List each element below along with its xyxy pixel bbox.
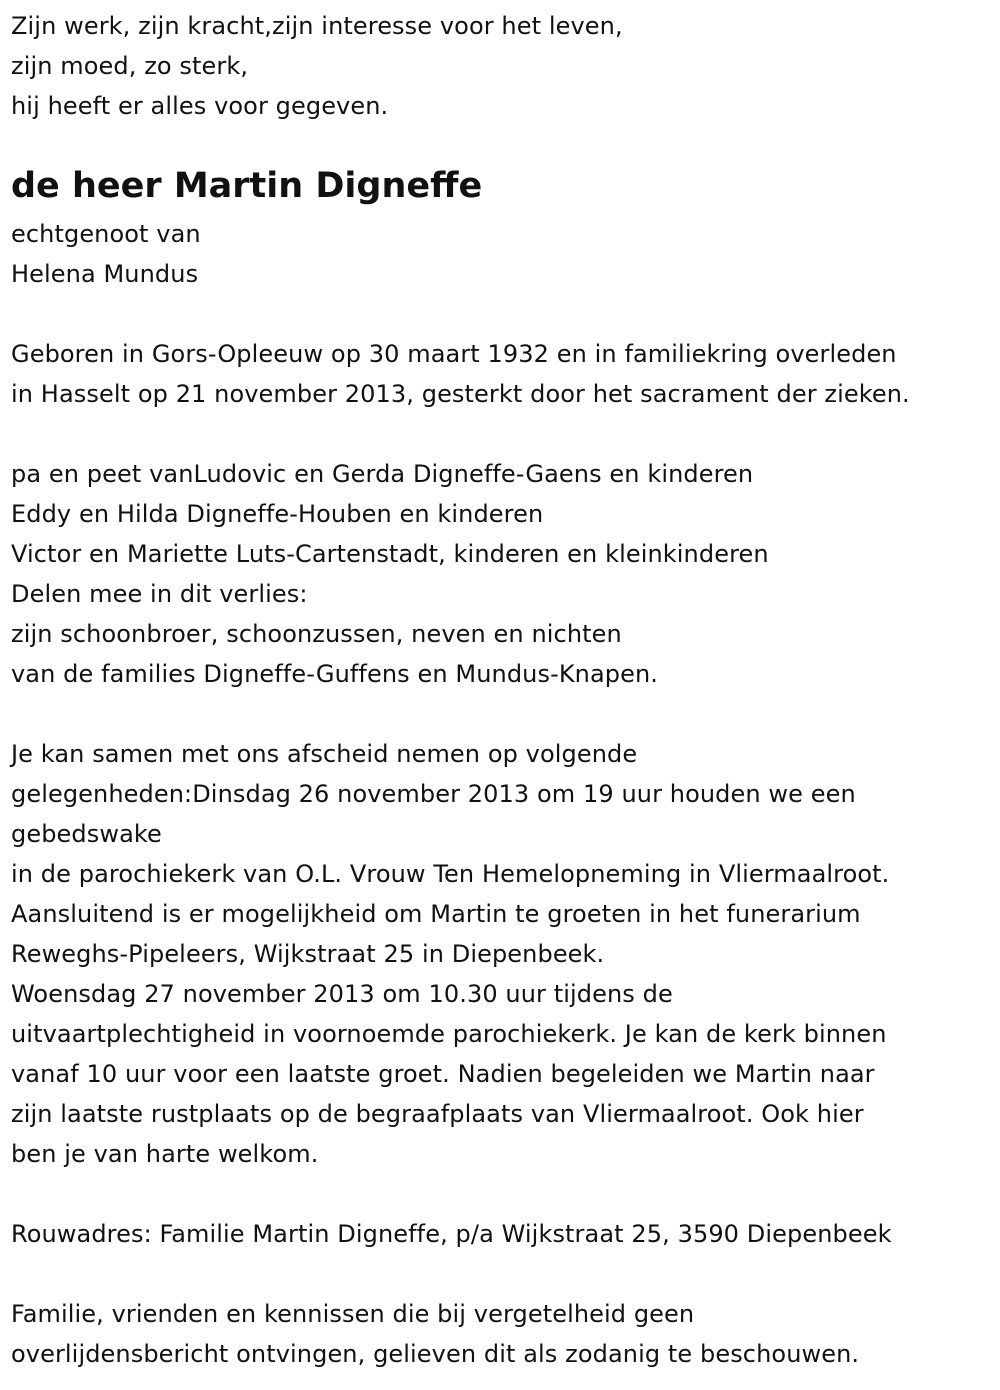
birth-death-paragraph (11, 334, 910, 414)
paragraph-line: in Hasselt op 21 november 2013, gesterkt door het sacrament der zieken. (11, 380, 910, 408)
family-line: Eddy en Hilda Digneffe-Houben en kinderen (11, 500, 544, 528)
ceremony-line: gelegenheden:Dinsdag 26 november 2013 om 19 uur houden we een (11, 780, 856, 808)
relation-label: echtgenoot van (11, 220, 201, 248)
closing-line: overlijdensbericht ontvingen, gelieven dit als zodanig te beschouwen. (11, 1340, 860, 1368)
mourning-address (11, 1214, 892, 1254)
ceremony-line: Aansluitend is er mogelijkheid om Martin te groeten in het funerarium (11, 900, 861, 928)
memorial-poem (11, 6, 623, 126)
closing-paragraph (11, 1294, 859, 1374)
family-line: zijn schoonbroer, schoonzussen, neven en nichten (11, 620, 622, 648)
ceremony-line: gebedswake (11, 820, 162, 848)
closing-line: Familie, vrienden en kennissen die bij vergetelheid geen (11, 1300, 695, 1328)
spouse-block (11, 214, 201, 294)
family-line: Victor en Mariette Luts-Cartenstadt, kinderen en kleinkinderen (11, 540, 769, 568)
family-line: Delen mee in dit verlies: (11, 580, 308, 608)
ceremony-line: zijn laatste rustplaats op de begraafplaats van Vliermaalroot. Ook hier (11, 1100, 864, 1128)
poem-line: zijn moed, zo sterk, (11, 52, 249, 80)
ceremony-line: Je kan samen met ons afscheid nemen op volgende (11, 740, 638, 768)
deceased-name: de heer Martin Digneffe (11, 166, 483, 206)
ceremony-line: ben je van harte welkom. (11, 1140, 319, 1168)
spouse-name: Helena Mundus (11, 260, 199, 288)
family-line: pa en peet vanLudovic en Gerda Digneffe-Gaens en kinderen (11, 460, 754, 488)
poem-line: Zijn werk, zijn kracht,zijn interesse voor het leven, (11, 12, 623, 40)
ceremony-line: Woensdag 27 november 2013 om 10.30 uur tijdens de (11, 980, 673, 1008)
poem-line: hij heeft er alles voor gegeven. (11, 92, 389, 120)
ceremony-line: vanaf 10 uur voor een laatste groet. Nadien begeleiden we Martin naar (11, 1060, 875, 1088)
ceremony-line: uitvaartplechtigheid in voornoemde parochiekerk. Je kan de kerk binnen (11, 1020, 887, 1048)
family-list (11, 454, 769, 694)
address-line: Rouwadres: Familie Martin Digneffe, p/a Wijkstraat 25, 3590 Diepenbeek (11, 1220, 892, 1248)
paragraph-line: Geboren in Gors-Opleeuw op 30 maart 1932 en in familiekring overleden (11, 340, 897, 368)
ceremony-line: Reweghs-Pipeleers, Wijkstraat 25 in Diepenbeek. (11, 940, 605, 968)
ceremony-paragraph (11, 734, 889, 1174)
ceremony-line: in de parochiekerk van O.L. Vrouw Ten Hemelopneming in Vliermaalroot. (11, 860, 890, 888)
family-line: van de families Digneffe-Guffens en Mundus-Knapen. (11, 660, 659, 688)
